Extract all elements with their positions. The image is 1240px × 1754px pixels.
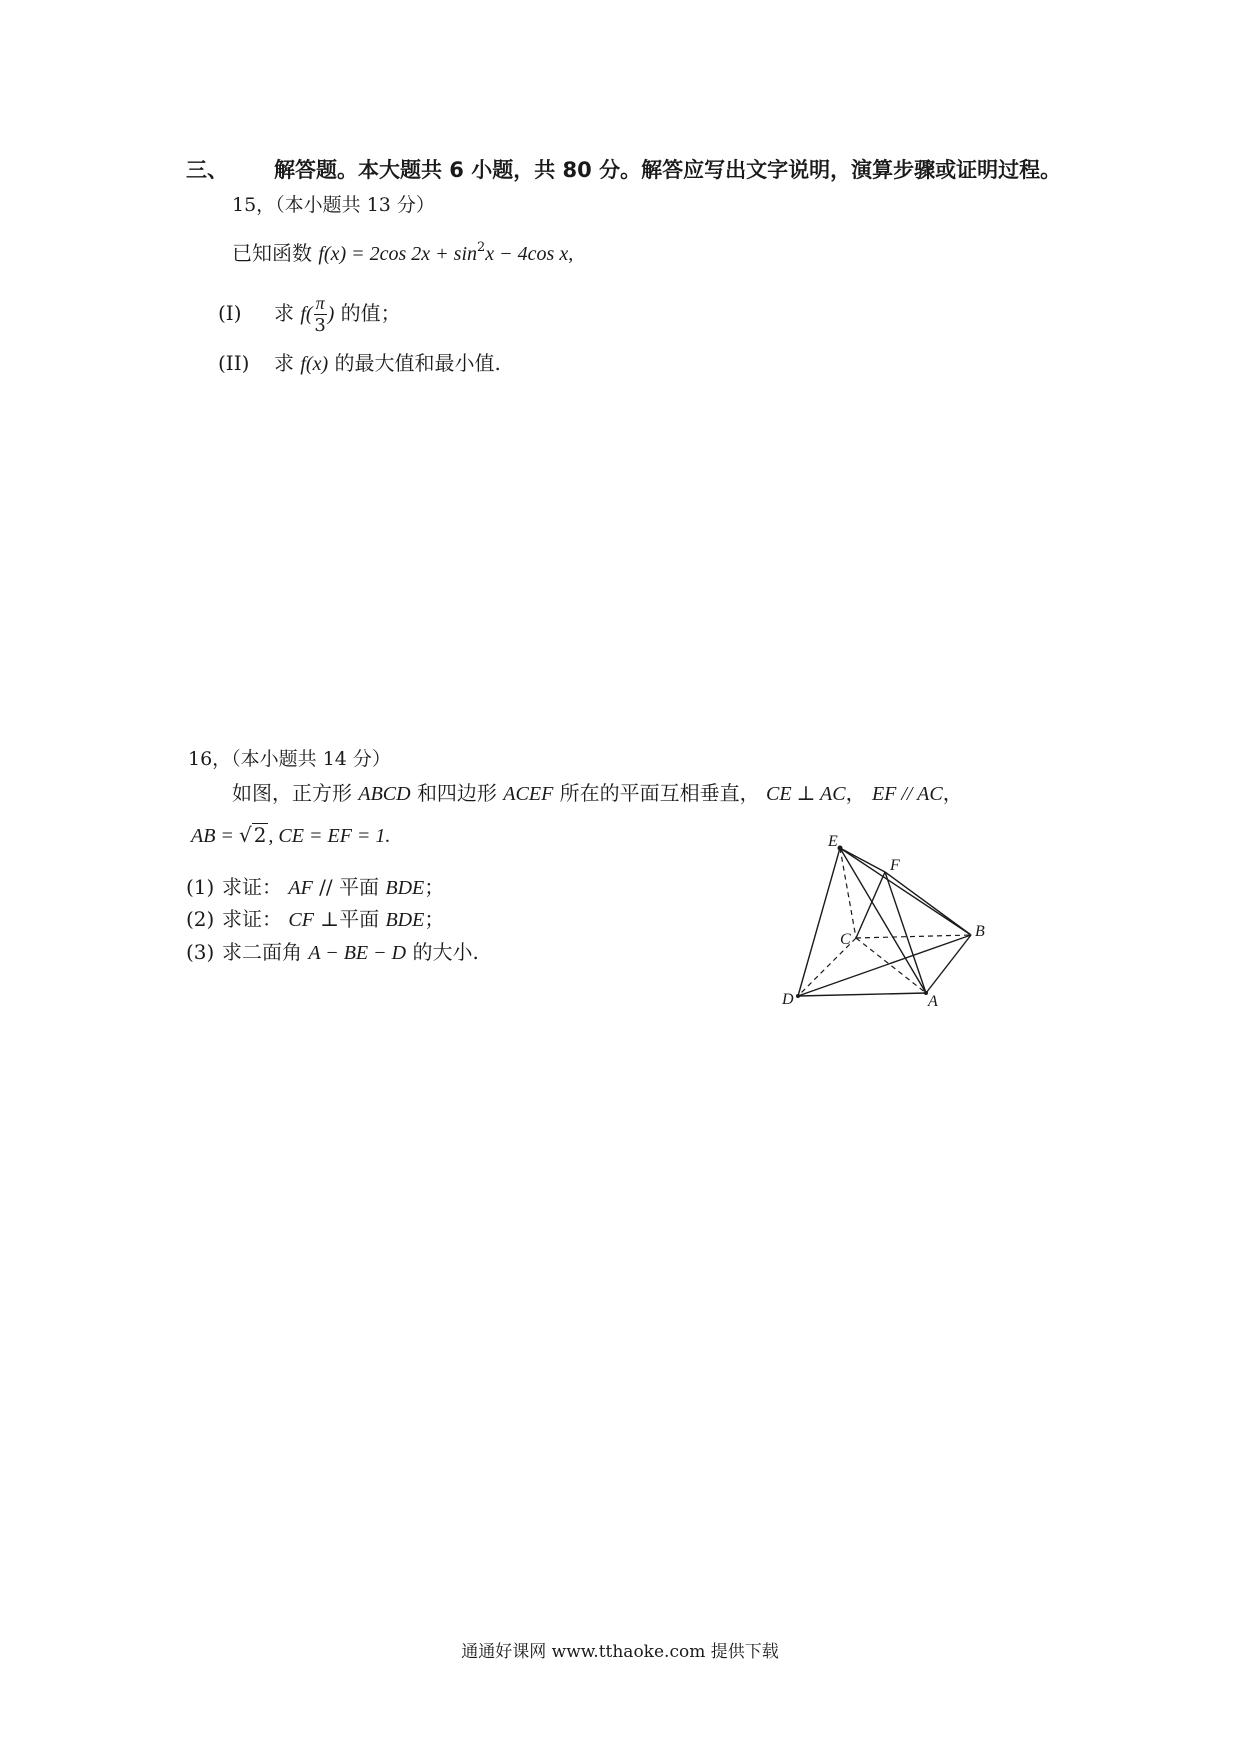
q16-part-3 <box>186 936 479 965</box>
label-a: A <box>928 993 938 1008</box>
q16-part-1-text: 求证： <box>222 875 282 899</box>
q16-given-root: 2 <box>253 823 267 847</box>
q16-part-1-text-2: // 平面 <box>319 875 379 899</box>
q15-header: 15，（本小题共 13 分） <box>232 194 435 216</box>
q16-part-3-math-1: A − BE − D <box>308 942 407 964</box>
q16-part-2-text-3: ； <box>424 907 445 931</box>
q16-header: 16，（本小题共 14 分） <box>188 748 391 770</box>
q15-part-1-fclose: ) <box>327 303 335 325</box>
q16-part-1 <box>186 871 444 900</box>
q15-stem <box>232 237 573 266</box>
q16-stem-separator: ， <box>845 781 866 805</box>
q15-part-1-fname: f( <box>300 303 313 325</box>
section-number: 三、 <box>186 158 228 182</box>
q15-part-2-prefix: 求 <box>274 351 294 375</box>
q16-given-ab: AB = <box>191 825 239 847</box>
pi-over-3-fraction <box>314 294 327 335</box>
q16-stem-text-3: 所在的平面互相垂直， <box>559 781 760 805</box>
label-d: D <box>782 991 794 1008</box>
q16-part-2 <box>186 903 444 932</box>
fraction-denominator: 3 <box>314 315 326 336</box>
q16-part-3-text-2: 的大小. <box>412 940 479 964</box>
page-footer: 通通好课网 www.tthaoke.com 提供下载 <box>461 1642 779 1662</box>
polyhedron-diagram <box>770 828 1000 1008</box>
geometry-figure <box>770 828 1000 1012</box>
q16-part-1-label: (1) <box>186 875 215 899</box>
q16-quad-acef: ACEF <box>503 783 554 805</box>
q15-function-exp: 2 <box>477 240 486 255</box>
vertex-e <box>838 846 843 851</box>
q16-part-3-text: 求二面角 <box>222 940 302 964</box>
edge-da <box>798 993 926 996</box>
edge-eb <box>840 848 971 935</box>
fraction-numerator: π <box>315 293 325 313</box>
q16-stem-end: ， <box>942 781 963 805</box>
edge-ed <box>798 848 840 996</box>
vertex-d <box>796 994 800 998</box>
q16-relation-parallel: EF // AC <box>871 783 943 805</box>
q15-part-1 <box>218 294 401 335</box>
edge-ab <box>926 935 971 993</box>
label-c: C <box>840 931 851 948</box>
q15-part-1-suffix: 的值； <box>340 301 401 325</box>
q16-stem-text-2: 和四边形 <box>416 781 497 805</box>
sqrt-sign: √ <box>238 823 252 847</box>
q16-part-2-text: 求证： <box>222 907 282 931</box>
q16-stem <box>232 777 963 806</box>
q16-stem-text-1: 如图，正方形 <box>232 781 352 805</box>
label-f: F <box>890 857 900 874</box>
q15-function-rhs-a: = 2cos 2x + sin <box>346 243 477 265</box>
q15-stem-prefix: 已知函数 <box>232 241 312 265</box>
q15-function-rhs-b: x − 4cos x, <box>485 243 574 265</box>
edge-db <box>798 935 971 996</box>
edge-cb-hidden <box>856 935 971 938</box>
q15-part-1-prefix: 求 <box>274 301 294 325</box>
label-e: E <box>828 833 838 850</box>
q16-part-1-text-3: ； <box>424 875 445 899</box>
q16-part-1-math-2: BDE <box>385 877 425 899</box>
q16-given <box>191 823 390 848</box>
q16-part-3-label: (3) <box>186 940 215 964</box>
q16-relation-perpendicular: CE ⊥ AC <box>766 783 846 805</box>
q15-part-2-label: (II) <box>218 351 250 375</box>
q15-part-2 <box>218 347 501 376</box>
q16-square-abcd: ABCD <box>358 783 411 805</box>
edge-fb <box>885 872 971 935</box>
q15-part-2-expr: f(x) <box>300 353 329 375</box>
edge-ca-hidden <box>856 938 926 993</box>
q16-part-1-math-1: AF <box>288 877 313 899</box>
q16-part-2-math-1: CF <box>288 909 314 931</box>
label-b: B <box>975 923 985 940</box>
q16-part-2-text-2: ⊥平面 <box>320 907 380 931</box>
section-title: 解答题。本大题共 6 小题，共 80 分。解答应写出文字说明，演算步骤或证明过程。 <box>274 158 1062 182</box>
q15-part-1-label: (I) <box>218 301 242 325</box>
q16-part-2-math-2: BDE <box>385 909 425 931</box>
edge-fa <box>885 872 926 993</box>
q16-given-rest: , CE = EF = 1. <box>268 825 391 847</box>
section-heading <box>186 154 1061 184</box>
q16-part-2-label: (2) <box>186 907 215 931</box>
q15-part-2-suffix: 的最大值和最小值. <box>334 351 501 375</box>
q15-function-lhs: f(x) <box>318 243 347 265</box>
